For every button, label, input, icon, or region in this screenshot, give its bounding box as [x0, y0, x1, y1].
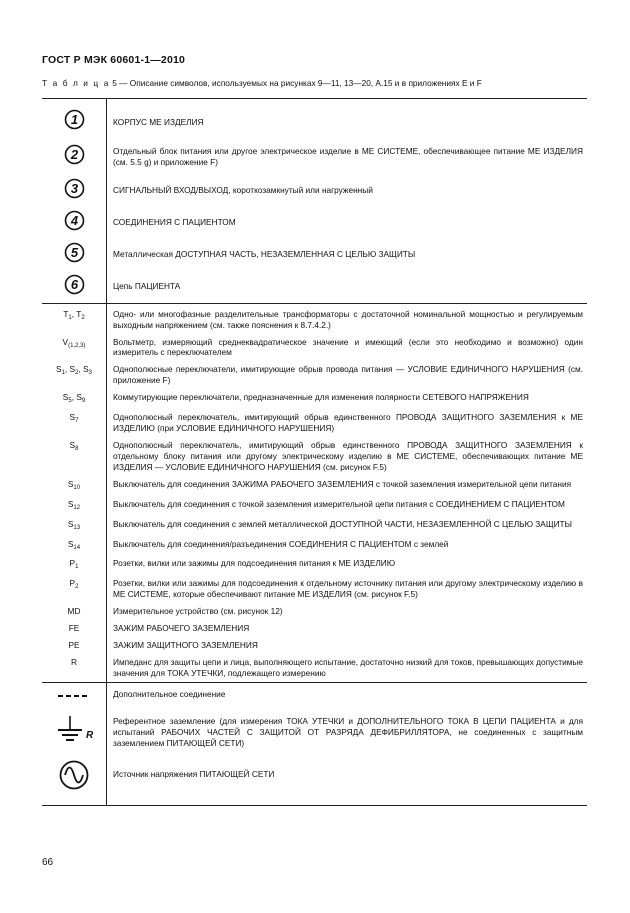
description-cell: КОРПУС МЕ ИЗДЕЛИЯ: [107, 99, 588, 137]
symbol-base: S: [62, 392, 69, 403]
description-cell: Референтное заземление (для измерения ТОКА УТЕЧКИ и ДОПОЛНИТЕЛЬНОГО ТОКА В ЦЕПИ ПАЦИЕНТА и для испытаний РАБОЧИХ ЧАСТЕЙ С ЗАЩИТОЙ ОТ РАЗРЯДА ДЕФИБРИЛЛЯТОРА, не соединенных с защитным заземлением ПИТАЮЩЕЙ СЕТИ): [113, 715, 583, 748]
table-row: [42, 654, 587, 682]
symbol-cell: [42, 269, 107, 303]
caption-text: 5 — Описание символов, используемых на рисунках 9—11, 13—20, A.15 и в приложениях E и F: [112, 78, 482, 88]
symbol-cell: [42, 476, 107, 496]
symbol-label: [63, 309, 84, 319]
symbol-cell: [42, 575, 107, 603]
symbol-subscript: 5: [68, 398, 72, 405]
symbol-subscript: 2: [81, 314, 85, 321]
description-cell: Измерительное устройство (см. рисунок 12): [113, 606, 283, 617]
symbol-cell: [42, 682, 107, 707]
symbol-base: S: [83, 364, 89, 375]
table-row: [42, 137, 587, 171]
circled-number-icon: [64, 210, 85, 231]
symbol-label: [56, 364, 92, 377]
symbol-base: MD: [67, 606, 81, 617]
description-cell: Розетки, вилки или зажимы для подсоединения к отдельному источнику питания или другому электрическому изделию в МЕ СИСТЕМЕ, которые обеспечивают питание МЕ ИЗДЕЛИЯ (см. рисунок F.5): [113, 578, 583, 600]
symbol-cell: [42, 303, 107, 333]
symbol-base: S: [67, 478, 74, 489]
description-cell: Выключатель для соединения с точкой заземления измерительной цепи питания с СОЕДИНЕНИЕМ С ПАЦИЕНТОМ: [113, 498, 565, 509]
dashed-line-icon: [57, 693, 91, 699]
symbol-cell: [42, 334, 107, 362]
symbol-base: R: [71, 657, 77, 668]
table-row: [42, 269, 587, 303]
symbol-base: T: [63, 308, 69, 319]
symbol-label: [68, 539, 80, 549]
table-row: [42, 620, 587, 637]
symbol-label: [69, 440, 79, 453]
circled-number: 5: [70, 244, 78, 260]
symbol-base: P: [69, 558, 76, 569]
symbol-label: [71, 657, 77, 667]
description-cell: Импеданс для защиты цепи и лица, выполняющего испытание, достаточно низкий для токов, превышающих допустимые значения для ТОКА УТЕЧКИ, подлежащего измерению: [113, 657, 583, 678]
circled-number-icon: [64, 109, 85, 130]
symbol-label: [68, 519, 80, 529]
table-row: [42, 496, 587, 516]
circled-number: 4: [70, 212, 78, 228]
symbol-label: [69, 578, 79, 591]
circled-number-icon: [64, 242, 85, 263]
symbol-cell: [42, 620, 107, 637]
description-cell: Однополюсный переключатель, имитирующий обрыв единственного ПРОВОДА ЗАЩИТНОГО ЗАЗЕМЛЕНИЯ к МЕ ИЗДЕЛИЮ (при УСЛОВИЕ ЕДИНИЧНОГО НАРУШЕНИЯ): [113, 412, 583, 434]
description-cell: Однополюсные переключатели, имитирующие обрыв провода питания — УСЛОВИЕ ЕДИНИЧНОГО НАРУШЕНИЯ (см. приложение F): [113, 364, 583, 386]
symbol-cell: [42, 496, 107, 516]
table-row: [42, 555, 587, 575]
description-cell: Металлическая ДОСТУПНАЯ ЧАСТЬ, НЕЗАЗЕМЛЕННАЯ С ЦЕЛЬЮ ЗАЩИТЫ: [113, 249, 416, 260]
symbol-subscript: 13: [73, 524, 81, 531]
circled-number-icon: [64, 274, 85, 295]
circled-number: 1: [70, 112, 78, 127]
symbol-base: S: [67, 498, 74, 509]
description-cell: Источник напряжения ПИТАЮЩЕЙ СЕТИ: [107, 755, 588, 806]
table-row: [42, 334, 587, 362]
symbol-separator: ,: [64, 364, 70, 375]
table-row: [42, 171, 587, 205]
symbol-base: S: [67, 518, 74, 529]
description-cell: Вольтметр, измеряющий среднеквадратическое значение и имеющий (если это необходимо и возможно) один измеритель с переключателем: [113, 336, 583, 358]
symbol-base: FE: [68, 623, 80, 634]
circled-number: 2: [70, 146, 78, 162]
symbol-base: S: [56, 364, 62, 375]
description-cell: ЗАЖИМ РАБОЧЕГО ЗАЗЕМЛЕНИЯ: [113, 623, 250, 634]
symbol-subscript: 2: [75, 370, 79, 377]
symbol-subscript: 1: [68, 314, 72, 321]
symbol-subscript: 12: [73, 504, 81, 511]
description-cell: Коммутирующие переключатели, предназначенные для изменения полярности СЕТЕВОГО НАПРЯЖЕНИЯ: [113, 392, 529, 403]
description-cell: Однополюсный переключатель, имитирующий обрыв единственного ПРОВОДА ЗАЩИТНОГО ЗАЗЕМЛЕНИЯ к отдельному блоку питания или другому электрическому изделию в МЕ СИСТЕМЕ, обеспечивающих питание МЕ ИЗДЕЛИЯ — УСЛОВИЕ ЕДИНИЧНОГО НАРУШЕНИЯ (см. рисунок F.5): [113, 440, 583, 472]
symbol-cell: [42, 99, 107, 137]
circled-number-icon: [64, 178, 85, 199]
table-row: [42, 361, 587, 389]
table-row: [42, 409, 587, 437]
table-row: [42, 437, 587, 476]
symbol-cell: [42, 603, 107, 620]
symbol-cell: [42, 654, 107, 682]
description-cell: ЗАЖИМ ЗАЩИТНОГО ЗАЗЕМЛЕНИЯ: [113, 640, 258, 651]
symbol-base: P: [69, 578, 76, 589]
symbol-subscript: 9: [81, 398, 86, 405]
table-row: [42, 476, 587, 496]
symbol-cell: [42, 361, 107, 389]
symbol-label: [68, 640, 79, 650]
symbol-subscript: 1: [75, 564, 79, 571]
symbol-base: T: [76, 308, 82, 319]
symbols-table: [42, 98, 587, 806]
symbol-cell: [42, 437, 107, 476]
symbol-label: [69, 558, 79, 571]
table-row: [42, 303, 587, 333]
symbol-label: [68, 606, 81, 616]
symbol-label: [68, 499, 80, 509]
symbol-subscript: (1,2,3): [68, 342, 86, 349]
ac-source-icon: [58, 759, 90, 791]
symbol-base: PE: [68, 640, 80, 651]
table-row: [42, 205, 587, 237]
symbol-subscript: 10: [73, 484, 81, 491]
description-cell: Выключатель для соединения ЗАЖИМА РАБОЧЕГО ЗАЗЕМЛЕНИЯ с точкой заземления измерительной цепи питания: [113, 478, 572, 489]
symbol-base: V: [62, 336, 69, 347]
symbol-label: [69, 412, 79, 425]
symbol-cell: [42, 536, 107, 556]
circled-number: 3: [70, 180, 78, 196]
circled-number-icon: [64, 144, 85, 165]
table-row: [42, 389, 587, 409]
table-row: [42, 708, 587, 755]
table-row: [42, 99, 587, 137]
symbol-label: [63, 337, 86, 347]
symbol-cell: [42, 555, 107, 575]
table-row: [42, 603, 587, 620]
symbol-base: S: [67, 538, 74, 549]
symbol-base: S: [76, 392, 82, 403]
description-cell: Отдельный блок питания или другое электрическое изделие в МЕ СИСТЕМЕ, обеспечивающее питание МЕ ИЗДЕЛИЯ (см. 5.5 g) и приложение F): [113, 145, 583, 167]
description-cell: Дополнительное соединение: [107, 682, 588, 707]
symbol-cell: [42, 205, 107, 237]
table-row: [42, 637, 587, 654]
symbol-cell: [42, 237, 107, 269]
symbol-label: [62, 392, 86, 405]
description-cell: Цепь ПАЦИЕНТА: [113, 281, 181, 292]
symbol-subscript: 14: [73, 544, 81, 551]
table-row: [42, 237, 587, 269]
description-cell: СОЕДИНЕНИЯ С ПАЦИЕНТОМ: [113, 217, 236, 228]
description-cell: Выключатель для соединения с землей металлической ДОСТУПНОЙ ЧАСТИ, НЕЗАЗЕМЛЕННОЙ С ЦЕЛЬЮ ЗАЩИТЫ: [113, 518, 572, 529]
caption-label: Т а б л и ц а: [42, 78, 110, 88]
symbol-base: S: [69, 364, 76, 375]
circled-number: 6: [70, 276, 78, 292]
table-row: [42, 536, 587, 556]
symbol-subscript: 7: [75, 418, 79, 425]
symbol-cell: [42, 516, 107, 536]
table-row: [42, 755, 587, 806]
document-header: ГОСТ Р МЭК 60601-1—2010: [42, 54, 186, 66]
symbol-subscript: 8: [75, 446, 79, 453]
symbol-label: [68, 479, 80, 489]
symbol-base: S: [69, 412, 76, 423]
symbol-cell: [42, 637, 107, 654]
symbol-separator: ,: [71, 392, 77, 403]
symbol-separator: ,: [71, 308, 77, 319]
ground-label: R: [86, 730, 94, 742]
symbol-separator: ,: [78, 364, 84, 375]
description-cell: СИГНАЛЬНЫЙ ВХОД/ВЫХОД, короткозамкнутый или нагруженный: [113, 185, 373, 196]
description-cell: Розетки, вилки или зажимы для подсоединения питания к МЕ ИЗДЕЛИЮ: [113, 558, 396, 569]
symbol-cell: [42, 409, 107, 437]
symbol-cell: [42, 137, 107, 171]
symbol-label: [69, 623, 80, 633]
description-cell: Одно- или многофазные разделительные трансформаторы с достаточной номинальной мощностью и регулируемым выходным напряжением (см. также пояснения к 8.7.4.2.): [107, 303, 588, 333]
symbol-cell: [42, 171, 107, 205]
symbol-cell: [42, 755, 107, 806]
table-row: [42, 575, 587, 603]
page-number: 66: [42, 857, 54, 868]
symbol-subscript: 3: [88, 370, 92, 377]
symbol-cell: [42, 389, 107, 409]
symbol-cell: [42, 708, 107, 755]
symbol-subscript: 2: [75, 584, 79, 591]
table-row: [42, 682, 587, 707]
reference-ground-icon: [52, 714, 96, 748]
symbol-base: S: [69, 440, 76, 451]
symbol-subscript: 1: [61, 370, 65, 377]
description-cell: Выключатель для соединения/разъединения СОЕДИНЕНИЯ С ПАЦИЕНТОМ с землей: [113, 538, 449, 549]
table-row: [42, 516, 587, 536]
table-caption: [42, 78, 482, 88]
